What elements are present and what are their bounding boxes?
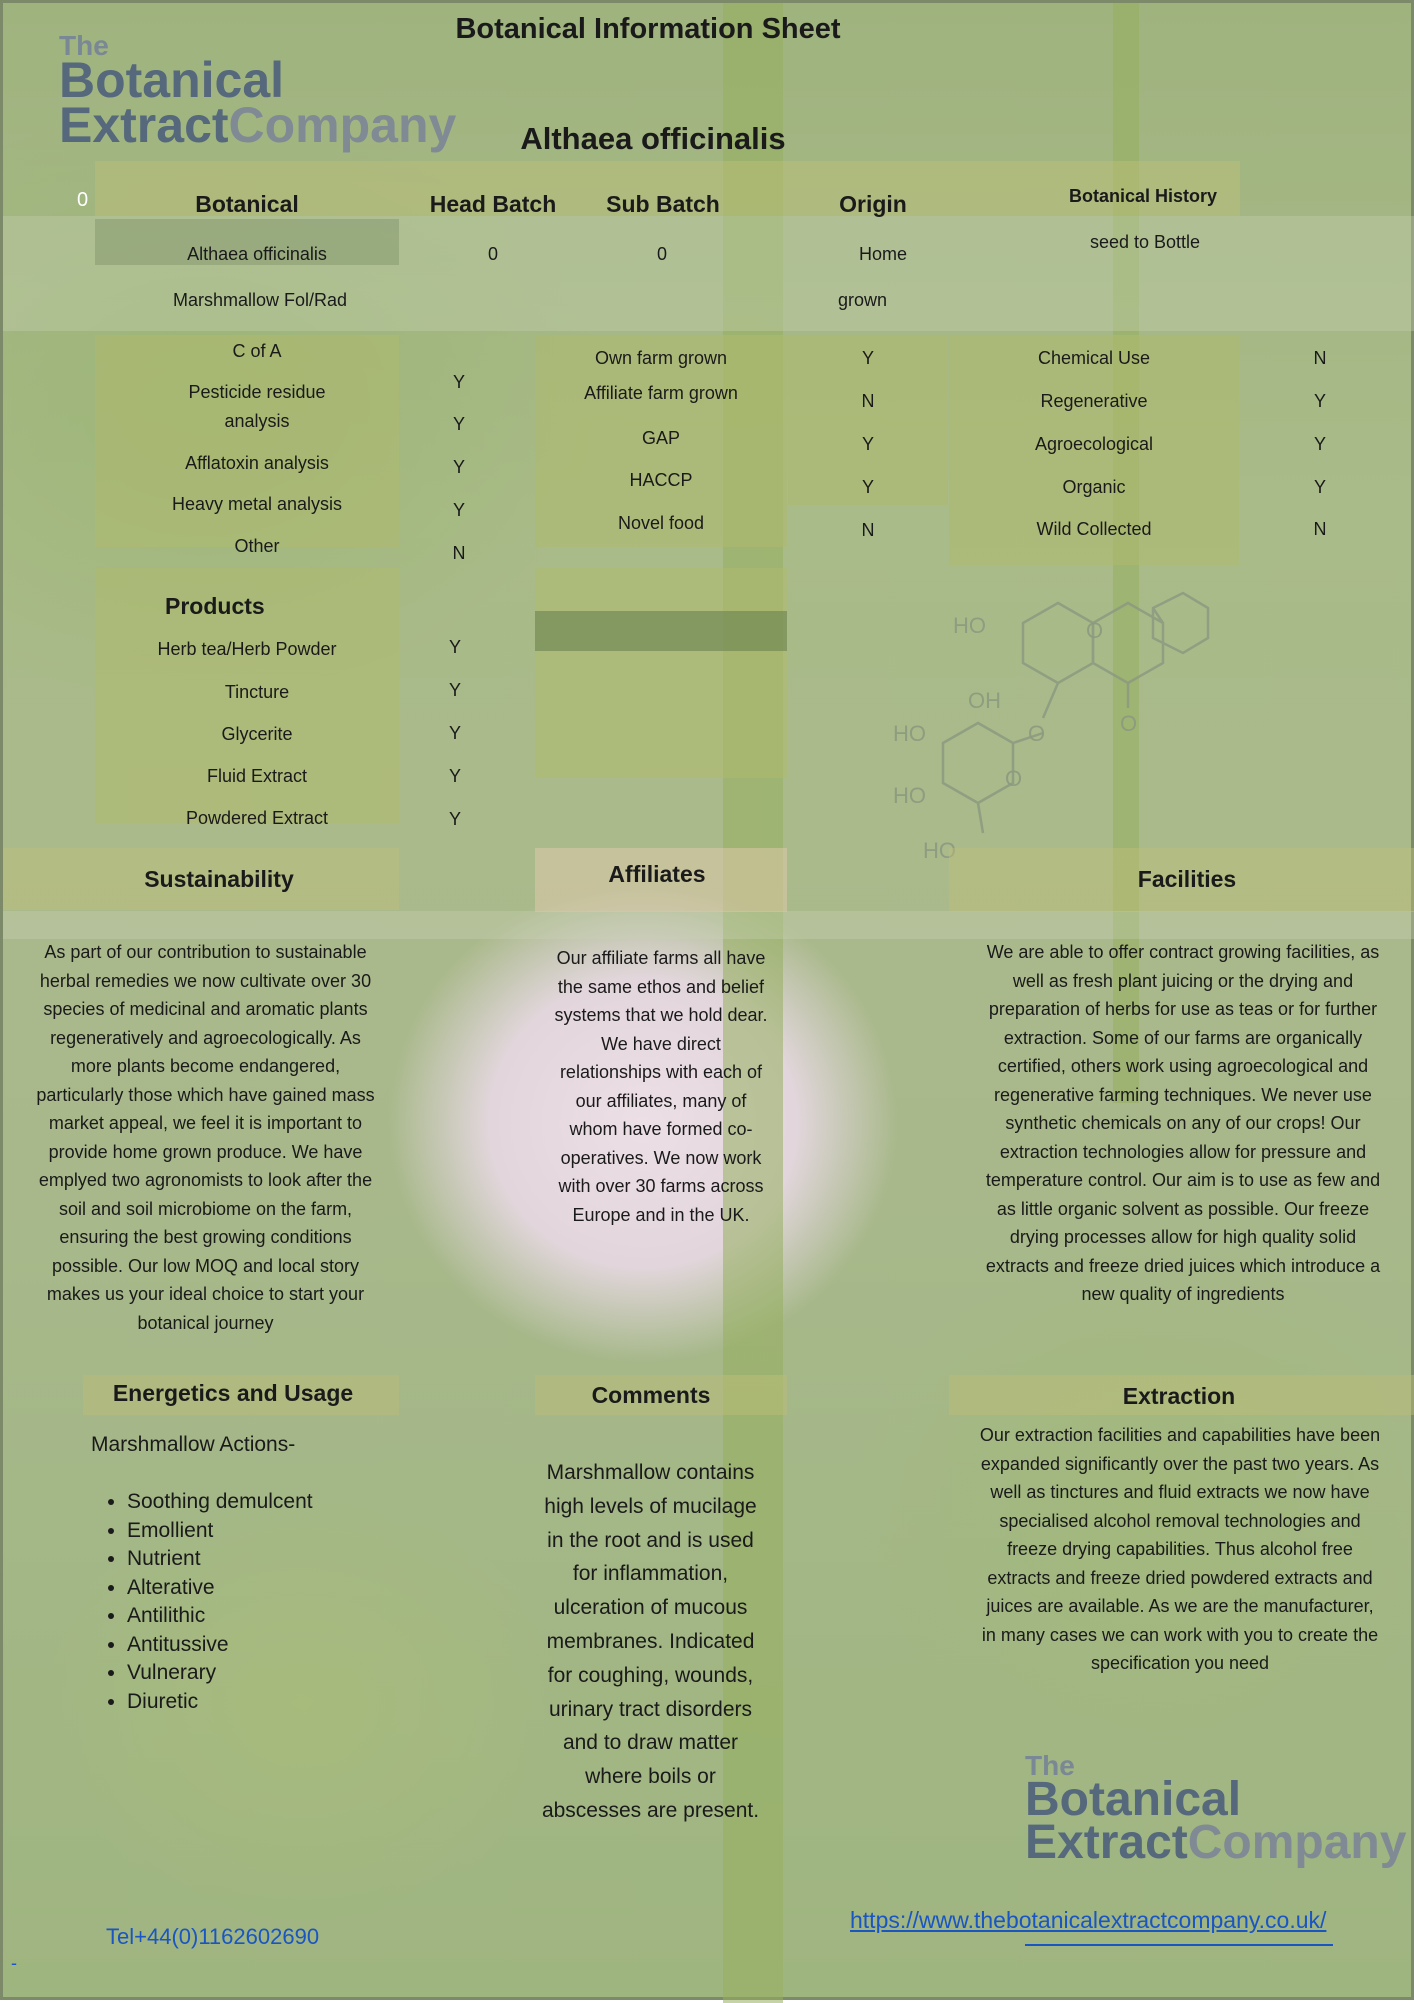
analysis-label: Afflatoxin analysis xyxy=(185,453,329,473)
analysis-label: Heavy metal analysis xyxy=(171,494,343,514)
affiliates-heading: Affiliates xyxy=(608,861,706,887)
energetics-intro: Marshmallow Actions- xyxy=(91,1433,296,1456)
origin-line1: Home xyxy=(859,244,908,264)
list-item: • Soothing demulcent xyxy=(127,1488,313,1517)
extraction-heading: Extraction xyxy=(1122,1383,1236,1409)
products-side-panel xyxy=(535,568,787,778)
product-value: Y xyxy=(448,680,461,700)
analysis-label: analysis xyxy=(224,411,290,431)
practices-label: Regenerative xyxy=(1040,391,1148,411)
farming-value: Y xyxy=(861,434,874,454)
header-botanical: Botanical xyxy=(195,191,299,217)
species-title: Althaea officinalis xyxy=(520,121,786,156)
product-value: Y xyxy=(448,809,461,829)
list-item: • Antilithic xyxy=(127,1602,313,1631)
header-head-batch: Head Batch xyxy=(429,191,557,217)
energetics-heading: Energetics and Usage xyxy=(112,1380,354,1406)
product-value: Y xyxy=(448,766,461,786)
section-divider-strip xyxy=(3,911,1414,939)
actions-list xyxy=(91,1488,313,1716)
analysis-value: Y xyxy=(452,500,465,520)
product-label: Powdered Extract xyxy=(185,808,329,828)
website-underline xyxy=(1025,1944,1333,1946)
farming-label: HACCP xyxy=(629,470,693,490)
company-logo: The Botanical ExtractCompany xyxy=(59,30,457,154)
product-value: Y xyxy=(448,723,461,743)
molecule-label: HO xyxy=(893,783,926,808)
sheet-title: Botanical Information Sheet xyxy=(455,13,841,45)
practices-value: Y xyxy=(1313,391,1326,411)
product-label: Fluid Extract xyxy=(206,766,308,786)
list-item: • Alterative xyxy=(127,1574,313,1603)
extraction-text: Our extraction facilities and capabilities have been expanded significantly over the past two years. As well as tinctures and fluid extracts we now have specialised alcohol removal technologies and freeze drying capabilities. Thus alcohol free extracts and freeze dried powdered extracts and juices are available. As we are the manufacturer, in many cases we can work with you to create the specification you need xyxy=(979,1425,1381,1673)
analysis-label: Pesticide residue xyxy=(188,382,326,402)
molecule-label: HO xyxy=(893,721,926,746)
analysis-value: Y xyxy=(452,457,465,477)
molecule-label: O xyxy=(1028,721,1046,746)
comments-text: Marshmallow contains high levels of mucilage in the root and is used for inflammation, ulceration of mucous membranes. Indicated for coughing, wounds, urinary tract disorders and to draw matter where boils or abscesses are present. xyxy=(541,1461,760,1822)
affiliates-text: Our affiliate farms all have the same ethos and belief systems that we hold dear. We have direct relationships with each of our affiliates, many of whom have formed co- operatives. We now work with over 30 farms across Europe and in the UK. xyxy=(554,948,768,1225)
farming-value: N xyxy=(861,391,875,411)
product-label: Tincture xyxy=(224,682,290,702)
header-origin: Origin xyxy=(839,191,907,217)
sub-batch-value: 0 xyxy=(656,244,667,264)
list-item: • Vulnerary xyxy=(127,1659,313,1688)
farming-label: Novel food xyxy=(617,513,705,533)
practices-label: Organic xyxy=(1062,477,1126,497)
phone-number[interactable]: Tel+44(0)1162602690 xyxy=(106,1924,320,1949)
company-logo-footer: The Botanical ExtractCompany xyxy=(1025,1750,1407,1870)
sustainability-text: As part of our contribution to sustainable herbal remedies we now cultivate over 30 species of medicinal and aromatic plants regeneratively and agroecologically. As more plants become endangered, particularly those which have gained mass market appeal, we feel it is important to provide home grown produce. We have emplyed two agronomists to look after the soil and soil microbiome on the farm, ensuring the best growing conditions possible. Our low MOQ and local story makes us your ideal choice to start your botanical journey xyxy=(36,942,375,1333)
products-heading: Products xyxy=(165,593,265,619)
products-side-strip xyxy=(535,611,787,651)
list-item: • Antitussive xyxy=(127,1631,313,1660)
sustainability-heading: Sustainability xyxy=(144,866,294,892)
farming-value: Y xyxy=(861,348,874,368)
farming-label: Affiliate farm grown xyxy=(584,383,738,403)
practices-label: Chemical Use xyxy=(1037,348,1151,368)
farming-value: N xyxy=(861,520,875,540)
list-item: • Emollient xyxy=(127,1517,313,1546)
farming-label: Own farm grown xyxy=(594,348,728,368)
botanical-name: Althaea officinalis xyxy=(187,244,327,264)
list-item: • Nutrient xyxy=(127,1545,313,1574)
molecule-label: O xyxy=(1120,711,1138,736)
analysis-label: C of A xyxy=(232,341,282,361)
list-item: • Diuretic xyxy=(127,1688,313,1717)
head-batch-value: 0 xyxy=(487,244,498,264)
molecule-label: O xyxy=(1005,766,1023,791)
practices-value: Y xyxy=(1313,434,1326,454)
analysis-panel xyxy=(95,335,399,547)
common-name: Marshmallow Fol/Rad xyxy=(172,290,348,310)
molecule-structure-icon xyxy=(883,573,1223,863)
analysis-value: Y xyxy=(452,372,465,392)
website-link[interactable]: https://www.thebotanicalextractcompany.co.uk/ xyxy=(850,1907,1327,1933)
farming-value: Y xyxy=(861,477,874,497)
practices-value: N xyxy=(1313,348,1327,368)
molecule-label: OH xyxy=(968,688,1001,713)
molecule-label: HO xyxy=(953,613,986,638)
analysis-label: Other xyxy=(234,536,280,556)
header-history: Botanical History xyxy=(1068,186,1218,206)
molecule-label: HO xyxy=(923,838,956,863)
corner-value: 0 xyxy=(77,189,89,211)
product-label: Glycerite xyxy=(221,724,293,744)
molecule-label: O xyxy=(1086,618,1104,643)
analysis-value: N xyxy=(452,543,466,563)
practices-value: Y xyxy=(1313,477,1326,497)
comments-heading: Comments xyxy=(591,1382,711,1408)
facilities-heading: Facilities xyxy=(1137,866,1237,892)
farming-label: GAP xyxy=(641,428,680,448)
practices-label: Wild Collected xyxy=(1036,519,1152,539)
history-value: seed to Bottle xyxy=(1089,232,1201,252)
practices-value: N xyxy=(1313,519,1327,539)
practices-label: Agroecological xyxy=(1034,434,1154,454)
header-sub-batch: Sub Batch xyxy=(606,191,720,217)
origin-line2: grown xyxy=(838,290,888,310)
analysis-value: Y xyxy=(452,414,465,434)
product-label: Herb tea/Herb Powder xyxy=(157,639,337,659)
facilities-text: We are able to offer contract growing facilities, as well as fresh plant juicing or the drying and preparation of herbs for use as teas or for further extraction. Some of our farms are organically certified, others work using agroecological and regenerative farming techniques. We never use synthetic chemicals on any of our crops! Our extraction technologies allow for pressure and temperature control. Our aim is to use as few and as little organic solvent as possible. Our freeze drying processes allow for high quality solid extracts and freeze dried juices which introduce a new quality of ingredients xyxy=(985,942,1381,1304)
product-value: Y xyxy=(448,637,461,657)
footer-dash: - xyxy=(11,1953,17,1973)
